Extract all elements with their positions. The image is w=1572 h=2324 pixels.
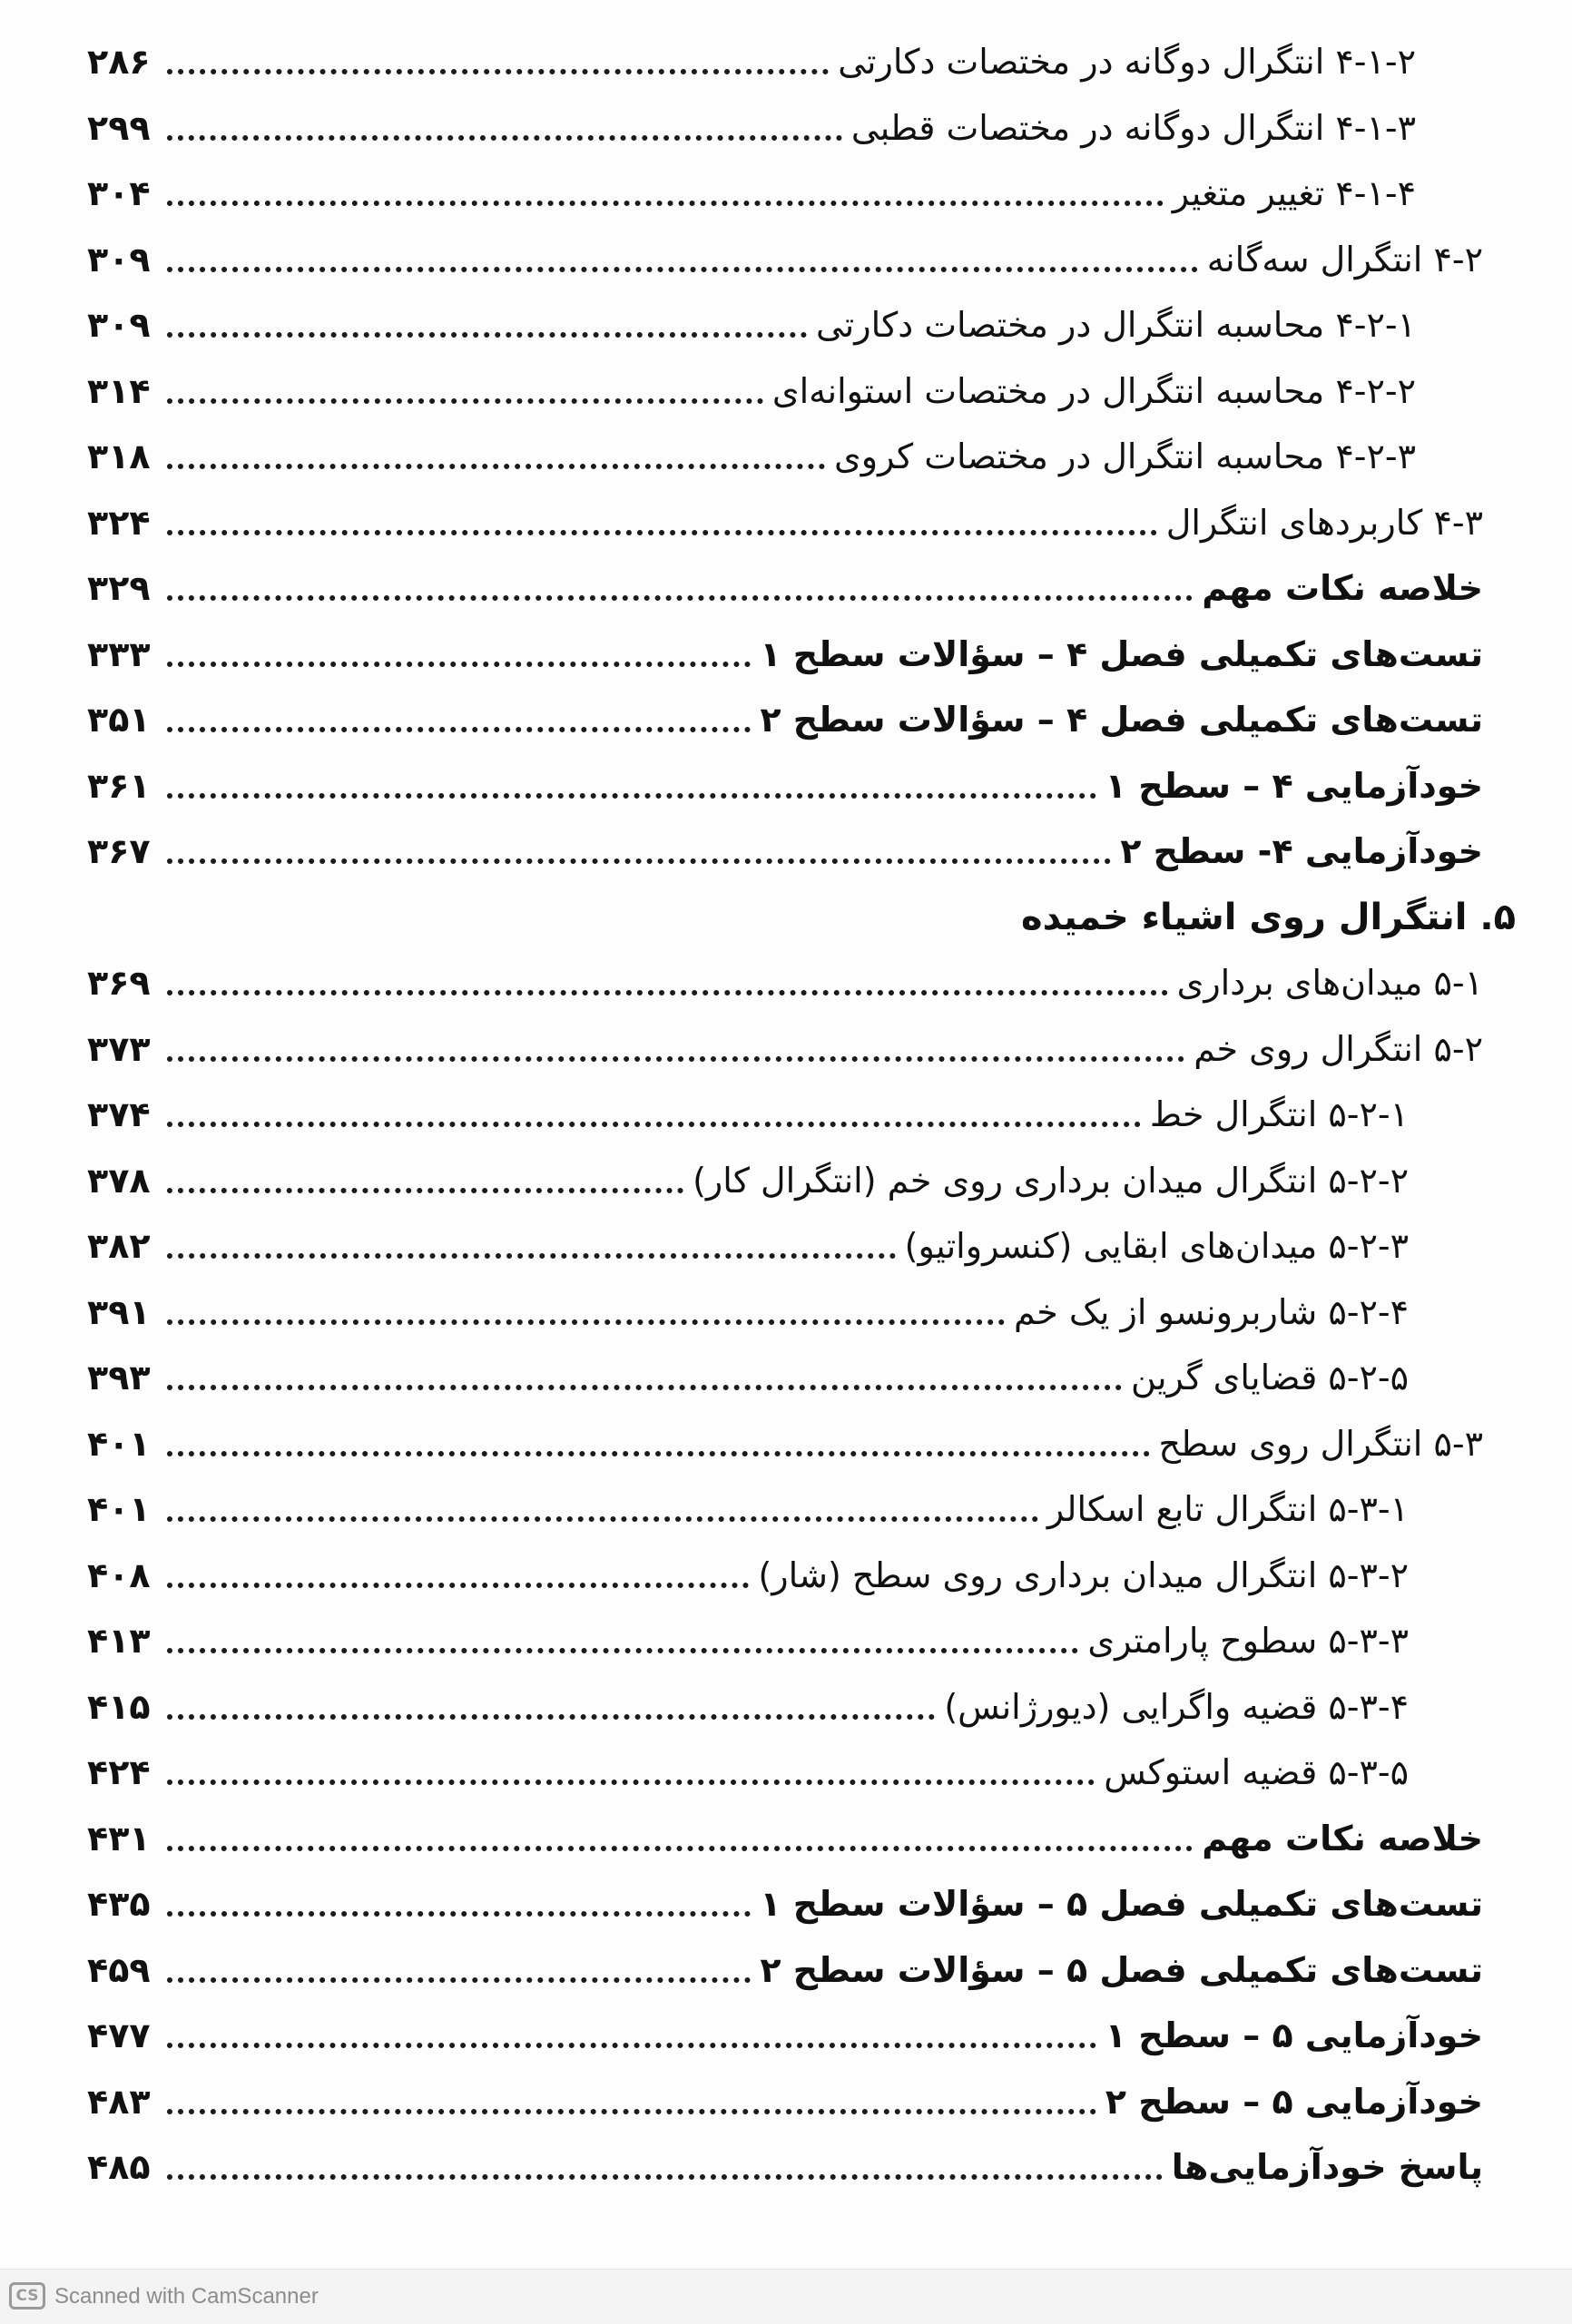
toc-entry-title: خودآزمایی ۵ – سطح ۲ — [1105, 2081, 1483, 2122]
toc-entry — [87, 1875, 1483, 1933]
toc-page-number: ۳۷۴ — [87, 1094, 151, 1134]
toc-page-number: ۳۰۹ — [87, 239, 151, 279]
toc-entry — [87, 1217, 1409, 1275]
toc-page-number: ۴۰۱ — [87, 1489, 151, 1529]
toc-page-number: ۳۷۸ — [87, 1160, 151, 1201]
toc-leader-dots — [167, 1385, 1122, 1390]
toc-page-number: ۴۸۳ — [87, 2081, 151, 2122]
toc-entry — [87, 1085, 1409, 1143]
toc-entry-title: ۴-۱-۳ انتگرال دوگانه در مختصات قطبی — [850, 107, 1416, 148]
toc-entry-title: ۵-۳-۵ قضیه استوکس — [1104, 1752, 1409, 1792]
toc-entry — [87, 164, 1416, 222]
toc-entry — [87, 494, 1483, 552]
toc-leader-dots — [167, 1780, 1095, 1785]
toc-page-number: ۳۷۳ — [87, 1028, 151, 1069]
toc-leader-dots — [167, 1648, 1078, 1653]
toc-page-number: ۴۰۱ — [87, 1423, 151, 1464]
toc-entry-title: ۵-۳-۳ سطوح پارامتری — [1087, 1621, 1409, 1661]
toc-entry — [87, 1612, 1409, 1670]
toc-entry-title: تست‌های تکمیلی فصل ۵ – سؤالات سطح ۲ — [760, 1949, 1483, 1990]
toc-leader-dots — [167, 1451, 1150, 1456]
toc-entry-title: ۵-۳ انتگرال روی سطح — [1158, 1423, 1483, 1464]
toc-entry-title: ۴-۱-۲ انتگرال دوگانه در مختصات دکارتی — [838, 42, 1416, 82]
toc-entry-title: خودآزمایی ۴ – سطح ۱ — [1105, 765, 1483, 806]
toc-entry-title: ۵-۲-۵ قضایای گرین — [1131, 1358, 1409, 1397]
toc-leader-dots — [167, 464, 825, 469]
toc-page-number: ۴۷۷ — [87, 2015, 151, 2055]
toc-entry — [87, 1020, 1483, 1078]
toc-entry-title: ۵-۲-۲ انتگرال میدان برداری روی خم (انتگرال کار) — [693, 1160, 1409, 1201]
toc-entry-title: پاسخ خودآزمایی‌ها — [1171, 2147, 1483, 2187]
toc-page-number: ۳۹۱ — [87, 1291, 151, 1332]
toc-page-number: ۳۲۴ — [87, 502, 151, 543]
toc-entry-title: ۴-۲-۲ محاسبه انتگرال در مختصات استوانه‌ای — [771, 370, 1416, 411]
toc-page-number: ۳۹۳ — [87, 1358, 151, 1397]
toc-entry-title: ۴-۲-۳ محاسبه انتگرال در مختصات کروی — [834, 436, 1416, 476]
toc-entry-title: ۴-۲ انتگرال سه‌گانه — [1206, 239, 1483, 279]
toc-leader-dots — [167, 1977, 751, 1983]
toc-page-number: ۳۳۳ — [87, 633, 151, 674]
toc-entry — [87, 427, 1416, 485]
toc-leader-dots — [167, 595, 1193, 601]
toc-entry-title: ۵-۲-۱ انتگرال خط — [1149, 1094, 1409, 1134]
toc-entry — [87, 954, 1483, 1012]
toc-entry-title: ۵-۲-۴ شاربرونسو از یک خم — [1013, 1291, 1409, 1332]
toc-entry-title: خلاصه نکات مهم — [1202, 1818, 1483, 1858]
toc-leader-dots — [167, 530, 1157, 535]
toc-leader-dots — [167, 1714, 935, 1720]
toc-leader-dots — [167, 1319, 1005, 1325]
toc-entry-title: ۵-۲ انتگرال روی خم — [1194, 1028, 1483, 1069]
toc-leader-dots — [167, 1056, 1184, 1062]
toc-entry-title: ۵-۳-۱ انتگرال تابع اسکالر — [1046, 1489, 1409, 1529]
toc-entry — [87, 1809, 1483, 1868]
toc-page-number: ۳۵۱ — [87, 700, 151, 740]
toc-entry-title: ۵-۳-۴ قضیه واگرایی (دیورژانس) — [944, 1686, 1409, 1727]
toc-entry — [87, 1678, 1409, 1736]
toc-entry-title: ۵-۲-۳ میدان‌های ابقایی (کنسرواتیو) — [904, 1226, 1409, 1266]
toc-entry — [87, 2006, 1483, 2064]
toc-leader-dots — [167, 990, 1168, 995]
toc-leader-dots — [167, 69, 829, 74]
toc-entry — [87, 1152, 1409, 1210]
toc-page-number: ۴۳۱ — [87, 1818, 151, 1858]
chapter-title: ۵. انتگرال روی اشیاء خمیده — [1020, 896, 1516, 938]
toc-entry — [87, 296, 1416, 354]
toc-page-number: ۳۶۹ — [87, 963, 151, 1003]
toc-page-number: ۳۲۹ — [87, 568, 151, 608]
toc-page-number: ۴۲۴ — [87, 1752, 151, 1792]
toc-entry — [87, 362, 1416, 420]
toc-entry-title: خلاصه نکات مهم — [1202, 568, 1483, 608]
toc-leader-dots — [167, 1253, 896, 1259]
toc-entry-title: تست‌های تکمیلی فصل ۴ – سؤالات سطح ۲ — [760, 700, 1483, 740]
toc-entry-title: ۴-۲-۱ محاسبه انتگرال در مختصات دکارتی — [815, 305, 1416, 345]
toc-entry-title: ۵-۳-۲ انتگرال میدان برداری روی سطح (شار) — [758, 1554, 1409, 1595]
toc-leader-dots — [167, 2174, 1163, 2180]
toc-entry — [87, 625, 1483, 683]
scanner-watermark-text: Scanned with CamScanner — [54, 2284, 319, 2309]
toc-leader-dots — [167, 2109, 1096, 2114]
toc-page-number: ۴۰۸ — [87, 1554, 151, 1595]
toc-entry — [87, 230, 1483, 289]
toc-leader-dots — [167, 662, 751, 667]
toc-page-number: ۴۳۵ — [87, 1884, 151, 1924]
toc-page-number: ۳۱۴ — [87, 370, 151, 411]
toc-leader-dots — [167, 1188, 683, 1193]
camscanner-logo-icon: CS — [9, 2282, 45, 2309]
toc-leader-dots — [167, 135, 842, 141]
toc-leader-dots — [167, 1846, 1193, 1851]
toc-entry — [87, 1743, 1409, 1801]
toc-page-number: ۴۵۹ — [87, 1949, 151, 1990]
toc-page-number: ۴۱۵ — [87, 1686, 151, 1727]
toc-leader-dots — [167, 332, 807, 338]
toc-entry — [87, 2138, 1483, 2196]
toc-page-number: ۳۶۷ — [87, 831, 151, 871]
toc-leader-dots — [167, 2043, 1096, 2048]
toc-leader-dots — [167, 1583, 749, 1588]
toc-entry-title: تست‌های تکمیلی فصل ۵ – سؤالات سطح ۱ — [760, 1884, 1483, 1924]
toc-entry — [87, 2073, 1483, 2131]
toc-page-number: ۴۱۳ — [87, 1621, 151, 1661]
toc-entry — [87, 1480, 1409, 1538]
toc-entry — [87, 822, 1483, 880]
toc-entry — [87, 757, 1483, 815]
toc-entry — [87, 1348, 1409, 1407]
toc-leader-dots — [167, 201, 1164, 206]
toc-page-number: ۲۸۶ — [87, 42, 151, 82]
toc-entry — [87, 1415, 1483, 1473]
toc-entry — [87, 1941, 1483, 1999]
toc-page-number: ۳۰۴ — [87, 173, 151, 213]
toc-entry — [87, 33, 1416, 91]
toc-page-number: ۲۹۹ — [87, 107, 151, 148]
toc-leader-dots — [167, 727, 751, 732]
toc-entry-title: خودآزمایی ۴- سطح ۲ — [1120, 831, 1483, 871]
toc-leader-dots — [167, 1911, 751, 1917]
toc-entry — [87, 1283, 1409, 1341]
toc-page-number: ۳۸۲ — [87, 1226, 151, 1266]
toc-leader-dots — [167, 1516, 1038, 1522]
toc-entry — [87, 559, 1483, 617]
toc-entry — [87, 691, 1483, 749]
toc-entry — [87, 1546, 1409, 1604]
toc-entry-title: ۴-۱-۴ تغییر متغیر — [1172, 173, 1416, 213]
toc-leader-dots — [167, 793, 1096, 799]
toc-entry-title: خودآزمایی ۵ – سطح ۱ — [1105, 2015, 1483, 2055]
toc-entry-title: ۴-۳ کاربردهای انتگرال — [1165, 502, 1483, 543]
toc-leader-dots — [167, 858, 1111, 864]
toc-page-number: ۳۱۸ — [87, 436, 151, 476]
toc-page-number: ۳۶۱ — [87, 765, 151, 806]
toc-entry-title: تست‌های تکمیلی فصل ۴ – سؤالات سطح ۱ — [760, 633, 1483, 674]
toc-page-number: ۳۰۹ — [87, 305, 151, 345]
toc-leader-dots — [167, 1122, 1141, 1127]
scanner-footer — [0, 2269, 1572, 2324]
toc-leader-dots — [167, 267, 1198, 272]
toc-page-number: ۴۸۵ — [87, 2147, 151, 2187]
toc-entry-title: ۵-۱ میدان‌های برداری — [1176, 963, 1483, 1003]
toc-leader-dots — [167, 398, 763, 404]
toc-entry — [87, 99, 1416, 157]
